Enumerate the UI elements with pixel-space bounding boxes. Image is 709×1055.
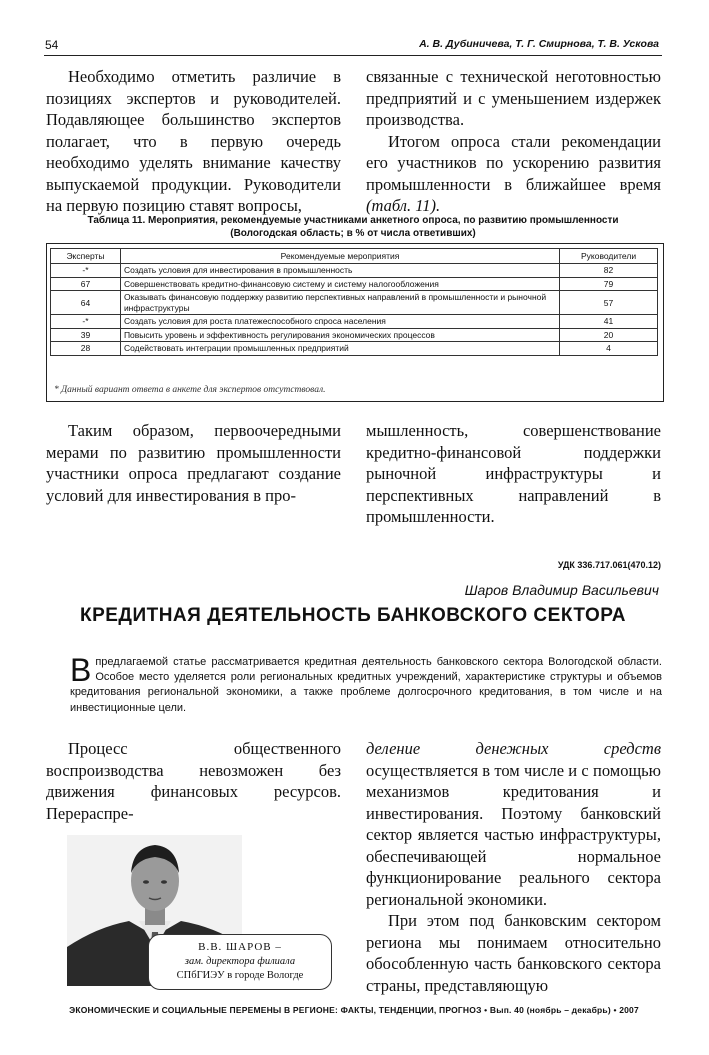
table-row xyxy=(51,342,658,356)
paragraph xyxy=(366,131,661,217)
paragraph-text: Итогом опроса стали рекомендации его участников по ускорению развития промышленности в ближайшее время xyxy=(366,131,661,194)
paragraph-text: осуществляется в том числе и с помощью механизмов кредитования и инвестирования. Поэтому банковский сектор является частью инфраструктуры, обеспечивающей нормальное функционирование реального сектора региональной экономики. xyxy=(366,760,661,909)
measure-cell: Содействовать интеграции промышленных предприятий xyxy=(120,342,559,356)
middle-right-column xyxy=(366,420,661,528)
caption-position: зам. директора филиала xyxy=(184,956,296,967)
page-number: 54 xyxy=(45,38,59,52)
article-left-column xyxy=(46,738,341,824)
paragraph xyxy=(366,738,661,910)
col-header-experts: Эксперты xyxy=(51,249,121,264)
measure-cell: Создать условия для роста платежеспособного спроса населения xyxy=(120,315,559,329)
table-row xyxy=(51,315,658,329)
abstract-text: предлагаемой статье рассматривается кредитная деятельность банковского сектора Вологодской области. Особое место уделяется роли региональных кредитных учреждений, характеристике структуры и объемов кредитования региональной экономики, а также проблеме долгосрочного кредитования, в том числе и на инвестиционные цели. xyxy=(70,656,662,714)
paragraph: Процесс общественного воспроизводства невозможен без движения финансовых ресурсов. Перераспре- xyxy=(46,739,341,823)
photo-caption xyxy=(148,934,332,990)
measure-cell: Создать условия для инвестирования в промышленность xyxy=(120,264,559,278)
measure-cell: Оказывать финансовую поддержку развитию перспективных направлений в промышленности и рыночной инфраструктуры xyxy=(120,291,559,315)
udk-code: УДК 336.717.061(470.12) xyxy=(557,560,661,570)
middle-left-column xyxy=(46,420,341,506)
article-abstract xyxy=(70,652,662,716)
experts-cell: 67 xyxy=(51,277,121,291)
measure-cell: Повысить уровень и эффективность регулирования экономических процессов xyxy=(120,328,559,342)
running-head-authors: А. В. Дубиничева, Т. Г. Смирнова, Т. В. Ускова xyxy=(419,38,659,50)
table-header-row xyxy=(51,249,658,264)
top-right-column xyxy=(366,66,661,217)
paragraph: Таким образом, первоочередными мерами по развитию промышленности участники опроса предлагают создание условий для инвестирования в про- xyxy=(46,421,341,505)
caption-organization: СПбГИЭУ в городе Вологде xyxy=(176,970,304,981)
table-row xyxy=(51,264,658,278)
abstract-dropcap: В xyxy=(70,652,92,688)
table-row xyxy=(51,291,658,315)
header-rule xyxy=(44,55,662,56)
measure-cell: Совершенствовать кредитно-финансовую систему и систему налогообложения xyxy=(120,277,559,291)
article-title: КРЕДИТНАЯ ДЕЯТЕЛЬНОСТЬ БАНКОВСКОГО СЕКТОРА xyxy=(79,605,627,626)
table-caption-subtitle: (Вологодская область; в % от числа ответивших) xyxy=(230,228,476,239)
managers-cell: 4 xyxy=(560,342,658,356)
experts-cell: -* xyxy=(51,264,121,278)
measures-table xyxy=(50,248,658,356)
table-caption-title: Таблица 11. Мероприятия, рекомендуемые участниками анкетного опроса, по развитию промышленности xyxy=(87,215,619,226)
experts-cell: 39 xyxy=(51,328,121,342)
table-row xyxy=(51,277,658,291)
table-footnote: * Данный вариант ответа в анкете для экспертов отсутствовал. xyxy=(54,385,326,395)
col-header-managers: Руководители xyxy=(560,249,658,264)
experts-cell: -* xyxy=(51,315,121,329)
paragraph: Необходимо отметить различие в позициях экспертов и руководителей. Подавляющее большинство экспертов полагает, что в первую очередь необходимо уделять внимание качеству выпускаемой продукции. Руководители на первую позицию ставят вопросы, xyxy=(46,67,341,215)
paragraph: При этом под банковским сектором региона мы понимаем относительно обособленную часть банковского сектора страны, представляющую xyxy=(366,911,661,995)
managers-cell: 82 xyxy=(560,264,658,278)
experts-cell: 64 xyxy=(51,291,121,315)
top-left-column xyxy=(46,66,341,217)
journal-footer: ЭКОНОМИЧЕСКИЕ И СОЦИАЛЬНЫЕ ПЕРЕМЕНЫ В РЕГИОНЕ: ФАКТЫ, ТЕНДЕНЦИИ, ПРОГНОЗ • Вып. 40 (ноябрь – декабрь) • 2007 xyxy=(69,1005,639,1015)
article-author: Шаров Владимир Васильевич xyxy=(464,582,659,598)
italic-phrase: деление денежных средств xyxy=(366,739,661,758)
managers-cell: 57 xyxy=(560,291,658,315)
paragraph: мышленность, совершенствование кредитно-финансовой поддержки рыночной инфраструктуры и перспективных направлений в промышленности. xyxy=(366,421,661,526)
paragraph: связанные с технической неготовностью предприятий и с уменьшением издержек производства. xyxy=(366,67,661,129)
col-header-measures: Рекомендуемые мероприятия xyxy=(120,249,559,264)
caption-name: В.В. ШАРОВ – xyxy=(198,941,282,953)
managers-cell: 79 xyxy=(560,277,658,291)
table-row xyxy=(51,328,658,342)
article-right-column xyxy=(366,738,661,996)
table-caption xyxy=(44,214,662,240)
managers-cell: 20 xyxy=(560,328,658,342)
experts-cell: 28 xyxy=(51,342,121,356)
managers-cell: 41 xyxy=(560,315,658,329)
table-reference: (табл. 11). xyxy=(366,196,441,215)
